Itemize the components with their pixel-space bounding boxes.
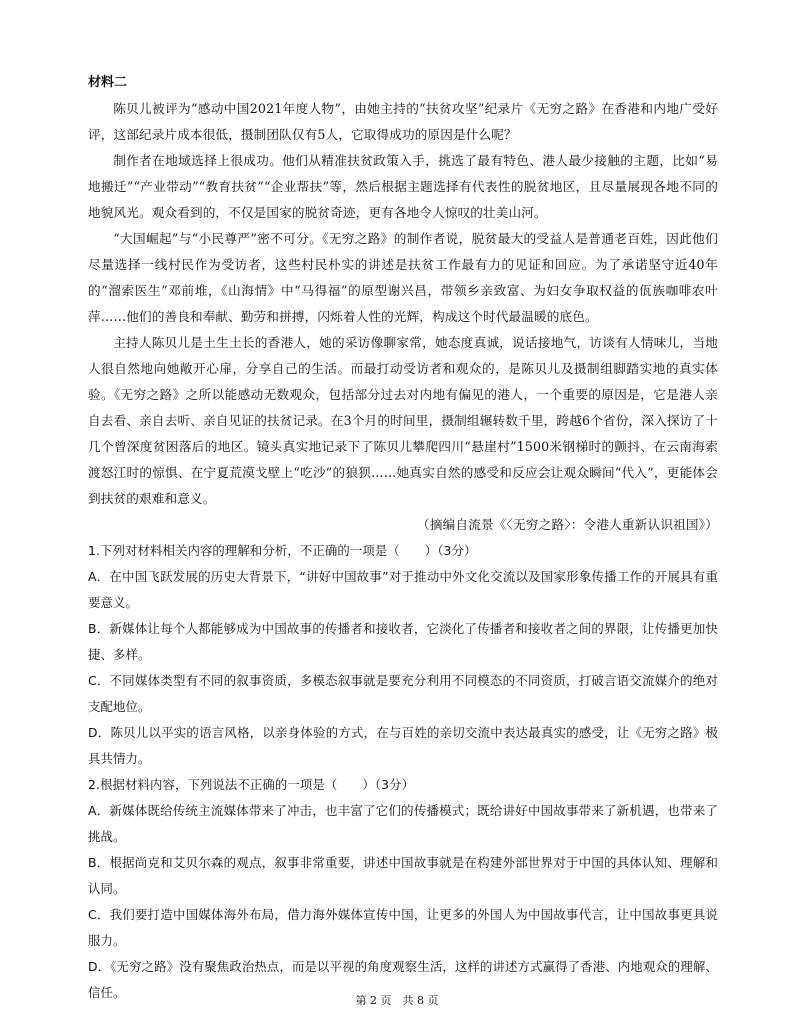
source-citation: （摘编自流景《〈无穷之路〉：令港人重新认识祖国》） [417, 517, 718, 532]
document-page [88, 70, 718, 1006]
paragraph-1: 陈贝儿被评为“感动中国2021年度人物”，由她主持的“扶贫攻坚”纪录片《无穷之路》在香港和内地广受好评，这部纪录片成本很低，摄制团队仅有5人，它取得成功的原因是什么呢？ [88, 101, 718, 142]
section-title: 材料二 [88, 75, 128, 90]
question-1-option-a: A．在中国飞跃发展的历史大背景下，“讲好中国故事”对于推动中外文化交流以及国家形象传播工作的开展具有重要意义。 [88, 569, 718, 610]
paragraph-3: “大国崛起”与“小民尊严”密不可分。《无穷之路》的制作者说，脱贫最大的受益人是普通老百姓，因此他们尽量选择一线村民作为受访者，这些村民朴实的讲述是扶贫工作最有力的见证和回应。为了承诺坚守近40年的“溜索医生”邓前堆，《山海情》中“马得福”的原型谢兴昌，带领乡亲致富、为妇女争取权益的佤族咖啡农叶萍……他们的善良和奉献、勤劳和拼搏，闪烁着人性的光辉，构成这个时代最温暖的底色。 [88, 231, 718, 324]
question-2-option-c: C．我们要打造中国媒体海外布局，借力海外媒体宣传中国，让更多的外国人为中国故事代言，让中国故事更具说服力。 [88, 907, 718, 948]
page-footer: 第 2 页 共 8 页 [355, 994, 439, 1007]
question-1 [88, 538, 718, 772]
paragraph-4: 主持人陈贝儿是土生土长的香港人，她的采访像聊家常，她态度真诚，说话接地气，访谈有人情味儿，当地人很自然地向她敞开心扉，分享自己的生活。而最打动受访者和观众的，是陈贝儿及摄制组脚踏实地的真实体验。《无穷之路》之所以能感动无数观众，包括部分过去对内地有偏见的港人，一个重要的原因是，它是港人亲自去看、亲自去听、亲自见证的扶贫记录。在3个月的时间里，摄制组辗转数千里，跨越6个省份，深入探访了十几个曾深度贫困落后的地区。镜头真实地记录下了陈贝儿攀爬四川“悬崖村”1500米钢梯时的颤抖、在云南海索渡怒江时的惊惧、在宁夏荒漠戈壁上“吃沙”的狼狈……她真实自然的感受和反应会让观众瞬间“代入”，更能体会到扶贫的艰难和意义。 [88, 335, 718, 506]
question-1-option-c: C．不同媒体类型有不同的叙事资质，多模态叙事就是要充分利用不同模态的不同资质，打破言语交流媒介的绝对支配地位。 [88, 673, 718, 714]
question-2-option-a: A．新媒体既给传统主流媒体带来了冲击，也丰富了它们的传播模式；既给讲好中国故事带来了新机遇，也带来了挑战。 [88, 803, 718, 844]
question-2 [88, 772, 718, 1006]
question-1-option-b: B．新媒体让每个人都能够成为中国故事的传播者和接收者，它淡化了传播者和接收者之间的界限，让传播更加快捷、多样。 [88, 621, 718, 662]
question-2-option-d: D．《无穷之路》没有聚焦政治热点，而是以平视的角度观察生活，这样的讲述方式赢得了香港、内地观众的理解、信任。 [88, 959, 718, 1000]
question-2-stem: 2.根据材料内容，下列说法不正确的一项是（ ）（3分） [88, 777, 415, 792]
question-1-stem: 1.下列对材料相关内容的理解和分析，不正确的一项是（ ）（3分） [88, 543, 477, 558]
question-2-option-b: B．根据尚克和艾贝尔森的观点，叙事非常重要，讲述中国故事就是在构建外部世界对于中国的具体认知、理解和认同。 [88, 855, 718, 896]
paragraph-2: 制作者在地域选择上很成功。他们从精准扶贫政策入手，挑选了最有特色、港人最少接触的主题，比如“易地搬迁”“产业带动”“教育扶贫”“企业帮扶”等，然后根据主题选择有代表性的脱贫地区，且尽量展现各地不同的地貌风光。观众看到的，不仅是国家的脱贫奇迹，更有各地令人惊叹的壮美山河。 [88, 153, 718, 220]
question-1-option-d: D．陈贝儿以平实的语言风格，以亲身体验的方式，在与百姓的亲切交流中表达最真实的感受，让《无穷之路》极具共情力。 [88, 725, 718, 766]
